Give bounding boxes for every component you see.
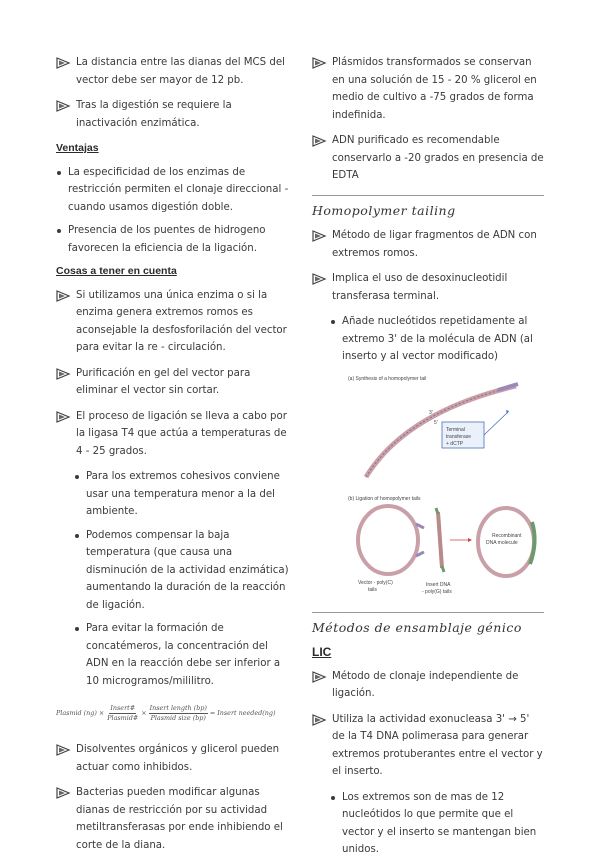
triangle-bullet-icon <box>312 273 326 285</box>
formula-fraction <box>149 704 208 723</box>
triangle-bullet-icon <box>312 671 326 683</box>
triangle-bullet-icon <box>56 100 70 112</box>
list-item <box>312 54 544 124</box>
triangle-bullet-icon <box>56 787 70 799</box>
triangle-bullet-icon <box>56 744 70 756</box>
ventajas-heading: Ventajas <box>56 142 99 154</box>
triangle-bullet-icon <box>312 714 326 726</box>
list-item-text: Método de ligar fragmentos de ADN con extremos romos. <box>332 230 537 259</box>
list-item <box>56 287 292 357</box>
arrow <box>484 412 508 435</box>
recombinant-label: DNA molecule <box>486 539 518 546</box>
figure-label-b: (b) Ligation of homopolymer tails <box>348 495 421 502</box>
list-item <box>56 365 292 400</box>
insert-dna <box>438 512 442 568</box>
list-item-text: Bacterias pueden modificar algunas dianas de restricción por su actividad metiltransferasas por ende inhibiendo el corte de la diana. <box>76 787 283 851</box>
list-item <box>56 97 292 132</box>
list-item-text: Podemos compensar la baja temperatura (que causa una disminución de la actividad enzimática) aumentando la duración de la reacción de ligación. <box>86 529 289 611</box>
recombinant-label: Recombinant <box>492 532 522 539</box>
label-5-prime: 5' <box>434 419 438 426</box>
triangle-bullet-icon <box>56 368 70 380</box>
formula-numerator: Insert length (bp) <box>149 704 207 712</box>
list-item <box>312 270 544 305</box>
list-item <box>312 132 544 185</box>
insert-formula <box>56 704 292 723</box>
sub-list-item <box>330 789 544 859</box>
lic-heading: LIC <box>312 645 332 659</box>
formula-numerator: Insert# <box>110 704 136 712</box>
list-item-text: La especificidad de los enzimas de restricción permiten el clonaje direccional - cuando usamos digestión doble. <box>68 166 289 213</box>
triangle-bullet-icon <box>56 411 70 423</box>
list-item <box>56 784 292 854</box>
list-item-text: El proceso de ligación se lleva a cabo por la ligasa T4 que actúa a temperaturas de 4 - 25 grados. <box>76 410 287 457</box>
list-item-text: ADN purificado es recomendable conservarlo a -20 grados en presencia de EDTA <box>332 135 544 181</box>
formula-result: = Insert needed(ng) <box>209 709 276 717</box>
enzyme-box-line: Terminal <box>446 426 465 433</box>
dna-strand <box>366 386 516 477</box>
sub-list-item <box>74 620 292 690</box>
list-item <box>56 164 292 217</box>
enzyme-box-line: + dCTP <box>446 440 464 447</box>
insert-label: Insert DNA <box>426 581 451 588</box>
sub-list-item <box>330 313 544 366</box>
list-item-text: La distancia entre las dianas del MCS del vector debe ser mayor de 12 pb. <box>76 57 285 86</box>
triangle-bullet-icon <box>56 290 70 302</box>
triangle-bullet-icon <box>312 57 326 69</box>
homopolymer-figure <box>346 372 538 602</box>
list-item-text: Para los extremos cohesivos conviene usar una temperatura menor a la del ambiente. <box>86 471 280 517</box>
vector-label: tails <box>368 586 377 593</box>
formula-times: × <box>141 709 147 717</box>
list-item-text: Disolventes orgánicos y glicerol pueden actuar como inhibidos. <box>76 744 280 773</box>
triangle-bullet-icon <box>56 57 70 69</box>
list-item-text: Plásmidos transformados se conservan en una solución de 15 - 20 % glicerol en medio de cultivo a -75 grados de forma indefinida. <box>332 57 537 121</box>
list-item <box>56 222 292 257</box>
figure-label-a: (a) Synthesis of a homopolymer tail <box>348 375 427 382</box>
cosas-heading: Cosas a tener en cuenta <box>56 265 177 277</box>
list-item-text: Los extremos son de mas de 12 nucleótidos lo que permite que el vector y el inserto se mantengan bien unidos. <box>342 791 537 855</box>
list-item-text: Utiliza la actividad exonucleasa 3' → 5' de la T4 DNA polimerasa para generar extremos protuberantes entre el vector y el inserto. <box>332 713 543 777</box>
formula-denominator: Plasmid size (bp) <box>150 714 206 722</box>
formula-term: Plasmid (ng) × <box>56 709 105 717</box>
list-item-text: Método de clonaje independiente de ligación. <box>332 670 519 699</box>
list-item <box>312 668 544 703</box>
triangle-bullet-icon <box>312 135 326 147</box>
vector-circle <box>358 506 418 574</box>
list-item-text: Presencia de los puentes de hidrogeno favorecen la eficiencia de la ligación. <box>68 225 266 254</box>
ensamblaje-title: Métodos de ensamblaje génico <box>312 612 544 637</box>
insert-label: - poly(G) tails <box>422 588 452 595</box>
label-3-prime: 3' <box>429 409 433 416</box>
list-item-text: Para evitar la formación de concatémeros, la concentración del ADN en la reacción debe ser inferior a 10 microgramos/mililitro. <box>86 623 281 687</box>
dna-strand-ticks <box>366 386 516 477</box>
formula-fraction <box>106 704 139 723</box>
triangle-bullet-icon <box>312 230 326 242</box>
list-item-text: Purificación en gel del vector para eliminar el vector sin cortar. <box>76 367 251 396</box>
list-item <box>56 54 292 89</box>
homopolymer-diagram <box>346 372 538 602</box>
sub-list-item <box>74 527 292 615</box>
list-item <box>56 741 292 776</box>
left-column <box>56 54 292 862</box>
formula-denominator: Plasmid# <box>107 714 139 722</box>
list-item-text: Implica el uso de desoxinucleotidil transferasa terminal. <box>332 273 508 302</box>
vector-label: Vector - poly(C) <box>358 579 393 586</box>
list-item <box>312 711 544 781</box>
homopolymer-title: Homopolymer tailing <box>312 195 544 220</box>
arrow-head <box>468 538 472 542</box>
list-item <box>312 227 544 262</box>
enzyme-box-line: transferase <box>446 433 472 440</box>
list-item <box>56 408 292 461</box>
right-column <box>312 54 544 865</box>
list-item-text: Tras la digestión se requiere la inactivación enzimática. <box>76 100 232 129</box>
list-item-text: Si utilizamos una única enzima o si la enzima genera extremos romos es aconsejable la desfosforilación del vector para evitar la re - circulación. <box>76 289 287 353</box>
sub-list-item <box>74 468 292 521</box>
list-item-text: Añade nucleótidos repetidamente al extremo 3' de la molécula de ADN (al inserto y al vector modificado) <box>342 316 533 362</box>
